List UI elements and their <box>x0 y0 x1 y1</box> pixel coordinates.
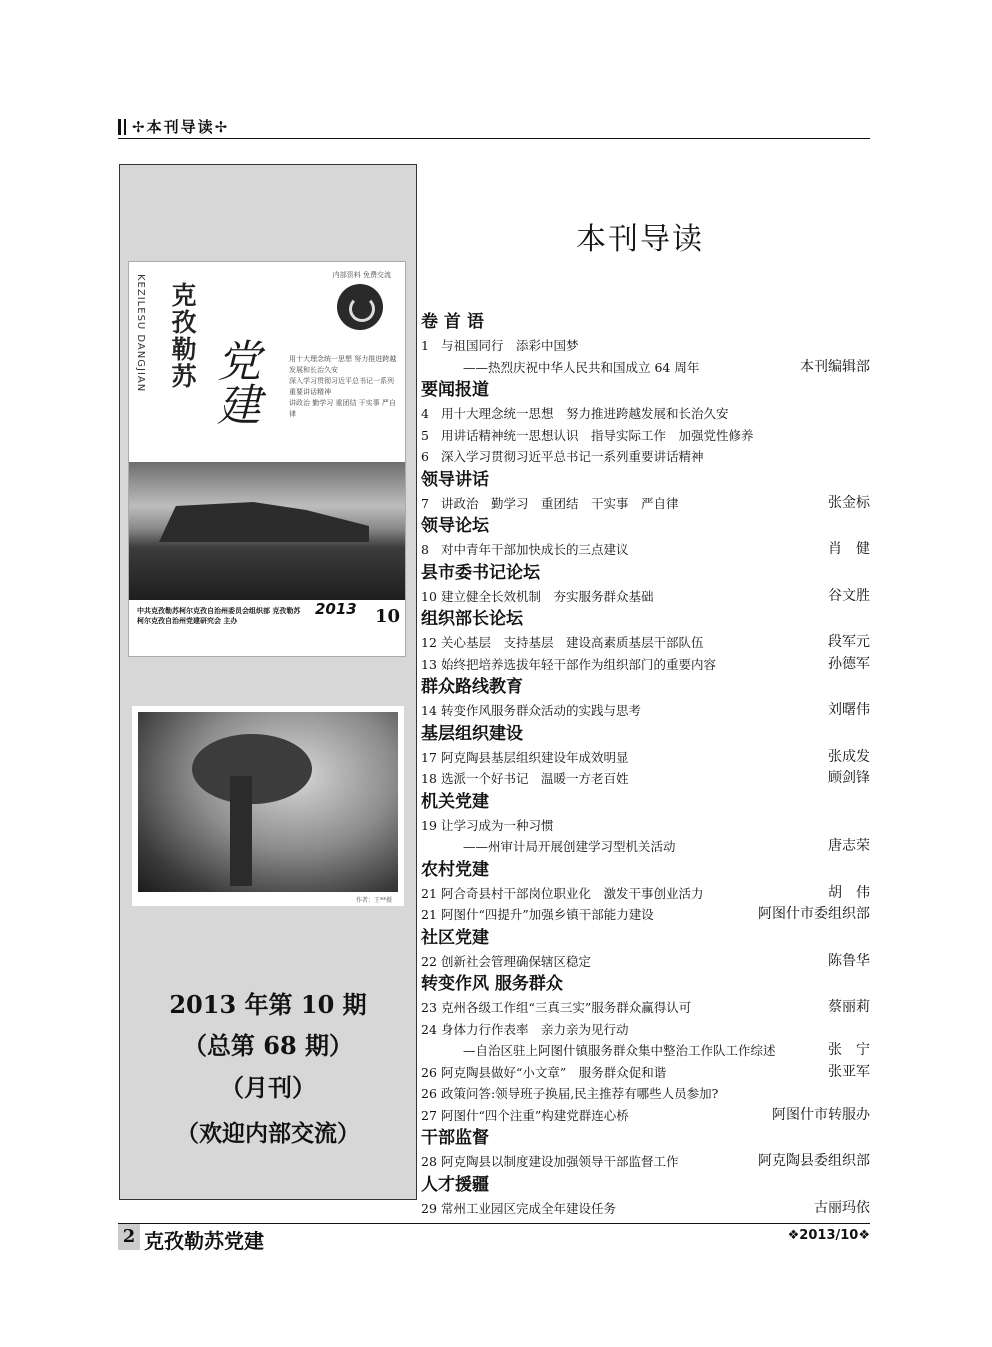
toc-article-title: 对中青年干部加快成长的三点建议 <box>441 542 629 557</box>
toc-article-title: ——州审计局开展创建学习型机关活动 <box>463 839 676 854</box>
toc-article-title: 阿图什“四提升”加强乡镇干部能力建设 <box>441 907 654 922</box>
toc-entry[interactable] <box>421 836 870 858</box>
photo-caption: 作者：王**摄 <box>355 897 392 904</box>
toc-author: 谷文胜 <box>828 587 870 604</box>
toc-page-number: 17 <box>421 749 437 765</box>
issue-total: （总第 68 期） <box>182 1031 354 1060</box>
cover-motto: 内部资料 免费交流 <box>332 271 391 279</box>
toc-author: 古丽玛依 <box>814 1199 870 1216</box>
page-title: 本刊导读 <box>576 222 704 257</box>
toc-author: 孙德军 <box>828 655 870 672</box>
toc-author: 张成发 <box>828 748 870 765</box>
toc-page-number: 10 <box>421 588 437 604</box>
cover-notes <box>289 354 399 420</box>
toc-article-title: 始终把培养选拔年轻干部作为组织部门的重要内容 <box>441 656 717 672</box>
toc-page-number: 18 <box>421 771 437 786</box>
toc-entry[interactable] <box>421 904 870 926</box>
toc-entry[interactable] <box>421 586 870 608</box>
toc-article-title: 建立健全长效机制 夯实服务群众基础 <box>441 588 654 604</box>
header-rule <box>118 138 870 139</box>
toc-entry[interactable] <box>421 335 870 357</box>
issue-info <box>120 985 416 1157</box>
toc-entry[interactable] <box>421 632 870 654</box>
header-bar <box>118 119 121 135</box>
toc-section-heading: 基层组织建设 <box>421 723 523 744</box>
table-of-contents <box>421 310 870 1219</box>
toc-article-title: —自治区驻上阿图什镇服务群众集中整治工作队工作综述 <box>463 1043 776 1058</box>
toc-entry[interactable] <box>421 1062 870 1084</box>
toc-entry[interactable] <box>421 951 870 973</box>
toc-author: 张亚军 <box>828 1063 870 1080</box>
footer-rule <box>118 1223 870 1224</box>
toc-section-heading: 机关党建 <box>421 791 489 812</box>
toc-entry[interactable] <box>421 446 870 468</box>
toc-entry[interactable] <box>421 1151 870 1173</box>
toc-author: 段军元 <box>828 634 870 650</box>
cover-note: 用十大理念统一思想 努力推进跨越发展和长治久安 <box>289 355 397 374</box>
toc-page-number: 6 <box>421 449 429 464</box>
toc-page-number: 8 <box>421 542 429 557</box>
toc-entry[interactable] <box>421 1105 870 1127</box>
toc-entry[interactable] <box>421 493 870 515</box>
toc-author: 蔡丽莉 <box>828 999 870 1015</box>
toc-section-heading: 县市委书记论坛 <box>421 562 540 583</box>
toc-article-title: 选派一个好书记 温暖一方老百姓 <box>441 771 629 786</box>
toc-page-number: 4 <box>421 406 429 421</box>
cover-big-title: 党建 <box>209 338 260 426</box>
toc-entry[interactable] <box>421 1040 870 1062</box>
toc-article-title: 转变作风服务群众活动的实践与思考 <box>441 703 642 718</box>
toc-page-number: 1 <box>421 338 429 353</box>
toc-entry[interactable] <box>421 1019 870 1041</box>
toc-page-number: 26 <box>421 1086 437 1101</box>
cover-publisher: 中共克孜勒苏柯尔克孜自治州委员会组织部 克孜勒苏柯尔克孜自治州党建研究会 主办 <box>137 606 301 625</box>
cover-year: 2013 <box>315 600 357 618</box>
toc-entry[interactable] <box>421 654 870 676</box>
toc-article-title: 创新社会管理确保辖区稳定 <box>441 953 592 969</box>
toc-section-heading: 干部监督 <box>421 1128 489 1148</box>
toc-section-heading: 组织部长论坛 <box>421 609 523 629</box>
toc-article-title: 讲政治 勤学习 重团结 干实事 严自律 <box>441 495 679 511</box>
toc-page-number: 13 <box>421 656 437 672</box>
toc-page-number: 19 <box>421 817 437 833</box>
toc-page-number: 21 <box>421 907 437 922</box>
toc-entry[interactable] <box>421 700 870 722</box>
toc-entry[interactable] <box>421 1083 870 1105</box>
tree-trunk-shape <box>230 776 252 886</box>
toc-author: 阿图什市转服办 <box>772 1106 870 1123</box>
toc-section-heading: 卷 首 语 <box>421 312 484 332</box>
toc-section-heading: 转变作风 服务群众 <box>421 974 563 994</box>
toc-page-number: 22 <box>421 953 437 969</box>
toc-page-number: 5 <box>421 427 429 443</box>
toc-section-heading: 群众路线教育 <box>421 677 523 697</box>
cover-title: 克孜勒苏 <box>168 282 197 390</box>
toc-entry[interactable] <box>421 539 870 561</box>
left-column <box>119 164 417 1200</box>
toc-page-number: 26 <box>421 1064 437 1080</box>
toc-author: 唐志荣 <box>828 838 870 854</box>
toc-author: 顾剑锋 <box>828 770 870 786</box>
page-footer <box>118 1218 870 1252</box>
toc-page-number: 24 <box>421 1021 437 1037</box>
back-cover-photo <box>132 706 404 906</box>
header-label: ✢本刊导读✢ <box>132 118 230 136</box>
toc-section-heading: 人才援疆 <box>421 1174 489 1195</box>
party-emblem-icon <box>337 284 383 330</box>
toc-article-title: 用十大理念统一思想 努力推进跨越发展和长治久安 <box>441 406 729 421</box>
toc-article-title: 阿图什“四个注重”构建党群连心桥 <box>441 1107 629 1123</box>
toc-author: 胡 伟 <box>828 884 870 901</box>
toc-author: 刘曙伟 <box>828 702 870 718</box>
toc-article-title: 关心基层 支持基层 建设高素质基层干部队伍 <box>441 635 704 650</box>
toc-article-title: 阿克陶县做好“小文章” 服务群众促和谐 <box>441 1064 667 1080</box>
toc-entry[interactable] <box>421 1198 870 1220</box>
toc-section-heading: 要闻报道 <box>421 380 489 400</box>
page-number: 2 <box>118 1224 140 1250</box>
toc-author: 张金标 <box>828 494 870 511</box>
cover-note: 深入学习贯彻习近平总书记一系列重要讲话精神 <box>289 377 394 396</box>
running-header <box>118 116 870 140</box>
toc-entry[interactable] <box>421 357 870 379</box>
header-bar-thin <box>124 119 126 135</box>
cover-pinyin: KEZILESU DANGJIAN <box>135 274 146 393</box>
toc-page-number: 29 <box>421 1200 437 1216</box>
toc-page-number: 12 <box>421 635 437 650</box>
tree-canopy-shape <box>192 734 312 804</box>
toc-article-title: 与祖国同行 添彩中国梦 <box>441 338 579 353</box>
toc-page-number: 27 <box>421 1107 437 1123</box>
toc-section-heading: 社区党建 <box>421 927 489 948</box>
magazine-cover <box>128 261 406 657</box>
cover-note: 讲政治 勤学习 重团结 干实事 严自律 <box>289 399 396 418</box>
cover-issue: 10 <box>375 606 401 627</box>
toc-entry[interactable] <box>421 425 870 447</box>
issue-note: （欢迎内部交流） <box>176 1121 360 1147</box>
toc-entry[interactable] <box>421 403 870 425</box>
issue-date: ❖2013/10❖ <box>787 1228 870 1243</box>
toc-author: 张 宁 <box>828 1042 870 1058</box>
toc-author: 本刊编辑部 <box>800 358 870 375</box>
toc-entry[interactable] <box>421 815 870 837</box>
toc-author: 阿图什市委组织部 <box>758 906 870 922</box>
toc-article-title: 阿合奇县村干部岗位职业化 激发干事创业活力 <box>441 885 704 901</box>
toc-article-title: 常州工业园区完成全年建设任务 <box>441 1200 617 1216</box>
toc-page-number: 7 <box>421 495 429 511</box>
toc-section-heading: 领导论坛 <box>421 516 489 536</box>
toc-page-number: 14 <box>421 703 437 718</box>
toc-author: 肖 健 <box>828 541 870 557</box>
toc-article-title: 政策问答:领导班子换届,民主推荐有哪些人员参加? <box>441 1086 719 1101</box>
toc-page-number: 28 <box>421 1154 437 1169</box>
issue-line: 2013 年第 10 期 <box>169 990 367 1019</box>
toc-article-title: 身体力行作表率 亲力亲为见行动 <box>441 1021 629 1037</box>
toc-entry[interactable] <box>421 997 870 1019</box>
toc-section-heading: 农村党建 <box>421 859 489 880</box>
magazine-name: 克孜勒苏党建 <box>144 1229 264 1253</box>
toc-author: 阿克陶县委组织部 <box>758 1153 870 1169</box>
toc-entry[interactable] <box>421 747 870 769</box>
toc-article-title: 用讲话精神统一思想认识 指导实际工作 加强党性修养 <box>441 427 754 443</box>
toc-article-title: ——热烈庆祝中华人民共和国成立 64 周年 <box>463 359 700 375</box>
toc-page-number: 23 <box>421 1000 437 1015</box>
toc-entry[interactable] <box>421 768 870 790</box>
toc-page-number: 21 <box>421 885 437 901</box>
toc-section-heading: 领导讲话 <box>421 469 489 490</box>
toc-article-title: 让学习成为一种习惯 <box>441 817 554 833</box>
toc-article-title: 深入学习贯彻习近平总书记一系列重要讲话精神 <box>441 449 704 464</box>
toc-author: 陈鲁华 <box>828 952 870 969</box>
toc-article-title: 阿克陶县以制度建设加强领导干部监督工作 <box>441 1154 679 1169</box>
issue-frequency: （月刊） <box>220 1073 316 1102</box>
toc-article-title: 克州各级工作组“三真三实”服务群众赢得认可 <box>441 1000 692 1015</box>
toc-entry[interactable] <box>421 883 870 905</box>
toc-article-title: 阿克陶县基层组织建设年成效明显 <box>441 749 629 765</box>
